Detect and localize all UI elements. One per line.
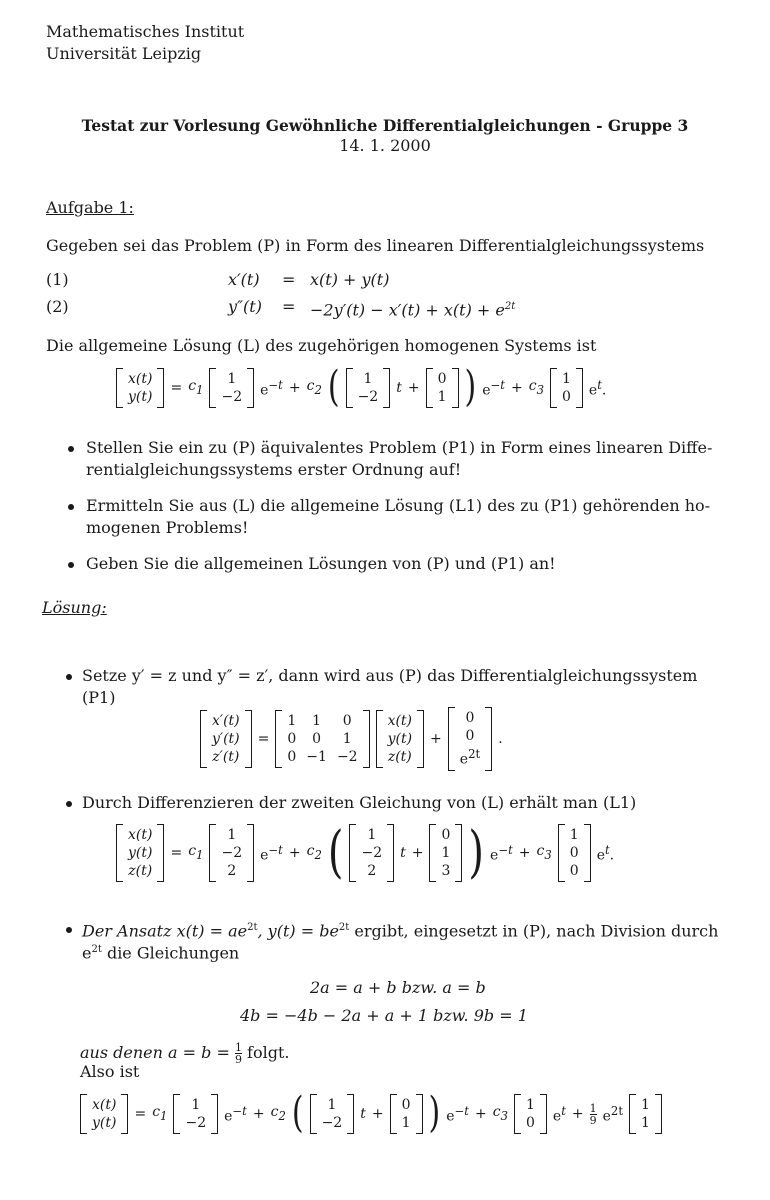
eq1-rhs: x(t) + y(t) <box>310 270 390 289</box>
step2-text: Durch Differenzieren der zweiten Gleichung von (L) erhält man (L1) <box>82 793 637 812</box>
task-bullet-3: Geben Sie die allgemeinen Lösungen von (P) und (P1) an! <box>86 554 556 573</box>
bullet-dot <box>66 927 72 933</box>
page-title: Testat zur Vorlesung Gewöhnliche Differentialgleichungen - Gruppe 3 <box>81 116 689 135</box>
bullet-dot <box>66 801 72 807</box>
eq1-label: (1) <box>46 270 69 289</box>
task-bullet-2-cont: mogenen Problems! <box>86 518 249 537</box>
bullet-dot <box>68 562 74 568</box>
task-bullet-2: Ermitteln Sie aus (L) die allgemeine Lösung (L1) des zu (P1) gehörenden ho- <box>86 496 711 515</box>
task-heading: Aufgabe 1: <box>46 198 134 217</box>
bullet-dot <box>66 674 72 680</box>
eq2-rhs: $-2y'(t) - x'(t) + x(t) + e^{2t}$ <box>310 300 516 320</box>
equation-b: 4b = −4b − 2a + a + 1 bzw. 9b = 1 <box>240 1006 528 1025</box>
bullet-dot <box>68 446 74 452</box>
equation-final: x(t) y(t) = $c_1$ 1 −2 $e^{-t}$ + $c_2$ ( 1 −2 t + 0 1 ) $e^{-t}$ + $c_3$ 1 0 $e^t$ + $\frac{1}{9}$ $e^{2t}$ 1 1 <box>80 1094 662 1134</box>
eq2-lhs: y″(t) <box>228 297 262 316</box>
solution-heading: Lösung: <box>42 598 107 617</box>
step1-text: Setze y′ = z und y″ = z′, dann wird aus (P) das Differentialgleichungssystem <box>82 666 698 685</box>
eq2-label: (2) <box>46 297 69 316</box>
equation-a: 2a = a + b bzw. a = b <box>310 978 486 997</box>
date: 14. 1. 2000 <box>339 136 431 155</box>
task-bullet-1-cont: rentialgleichungssystems erster Ordnung auf! <box>86 460 462 479</box>
equation-L: x(t) y(t) = $c_1$ 1 −2 $e^{-t}$ + $c_2$ ( 1 −2 t + 0 1 ) $e^{-t}$ + $c_3$ 1 0 $e^t$. <box>116 368 606 408</box>
follows-text: aus denen a = b = $\frac{1}{9}$ folgt. <box>80 1041 290 1066</box>
eq1-sign: = <box>282 270 296 289</box>
step3-text: Der Ansatz $x(t) = ae^{2t}$, $y(t) = be^{2t}$ ergibt, eingesetzt in (P), nach Division durch <box>82 921 719 941</box>
eq2-sign: = <box>282 297 296 316</box>
eq1-lhs: x′(t) <box>228 270 260 289</box>
task-intro: Gegeben sei das Problem (P) in Form des linearen Differentialgleichungssystems <box>46 236 705 255</box>
equation-L1: x(t) y(t) z(t) = $c_1$ 1 −2 2 $e^{-t}$ + $c_2$ ( 1 −2 2 t + 0 1 3 ) $e^{-t}$ + $c_3$ 1 0 0 $e^t$. <box>116 824 614 882</box>
task-bullet-1: Stellen Sie ein zu (P) äquivalentes Problem (P1) in Form eines linearen Diffe- <box>86 438 713 457</box>
step3-text-cont: $e^{2t}$ die Gleichungen <box>82 943 240 963</box>
general-solution-text: Die allgemeine Lösung (L) des zugehörigen homogenen Systems ist <box>46 336 597 355</box>
institute: Mathematisches Institut <box>46 22 245 41</box>
bullet-dot <box>68 504 74 510</box>
also-text: Also ist <box>80 1062 140 1081</box>
university: Universität Leipzig <box>46 44 202 63</box>
equation-P1: x′(t) y′(t) z′(t) = 1 1 0 0 0 1 0 −1 −2 x(t) y(t) z(t) + 0 0 $e^{2t}$ . <box>200 707 503 771</box>
step1-text-cont: (P1) <box>82 688 116 707</box>
